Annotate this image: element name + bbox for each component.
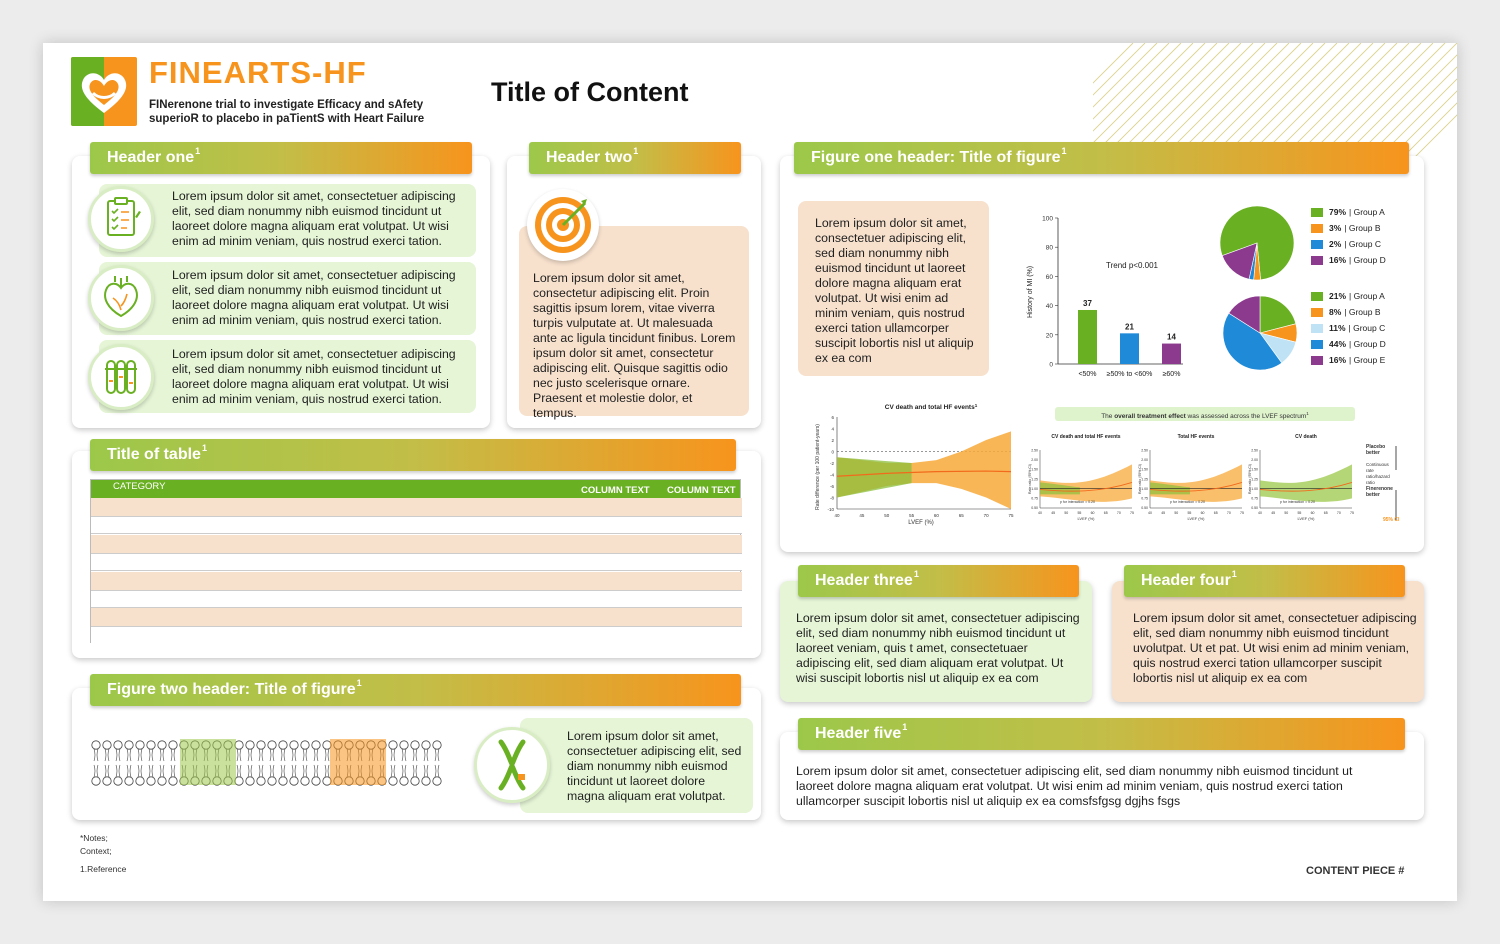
small-panel-xtick-label: 50 — [1174, 511, 1179, 515]
pie-1-legend — [1311, 207, 1411, 277]
curve-ytick-label: 4 — [831, 426, 834, 432]
curve-chart — [811, 399, 1021, 529]
curve-ytick-label: -2 — [829, 461, 834, 466]
table-row — [91, 590, 742, 608]
small-panel-ytick-label: 1.50 — [1031, 467, 1038, 472]
small-panel-xtick-label: 60 — [1090, 511, 1095, 515]
small-panel-xtick-label: 50 — [1284, 511, 1289, 515]
legend-label: | Group B — [1344, 223, 1381, 233]
small-panel-ci-band — [1150, 464, 1242, 501]
curve-xtick-label: 50 — [884, 513, 890, 518]
bar-ytick-label: 0 — [1049, 361, 1053, 369]
small-panel-xtick-label: 45 — [1051, 511, 1056, 515]
table-title-label: Title of table — [107, 446, 201, 463]
legend-label: | Group C — [1344, 239, 1381, 249]
header-one-item-3-icon-wrap — [88, 344, 154, 410]
header-two-sup: 1 — [633, 146, 639, 156]
bar-ytick-label: 100 — [1042, 215, 1053, 223]
header-five-sup: 1 — [902, 722, 908, 732]
small-panel-xtick-label: 40 — [1258, 511, 1262, 515]
bar-category-label: ≥50% to <60% — [1106, 371, 1153, 378]
brand-name-main: FINEARTS — [149, 55, 312, 90]
small-panel-xlabel: LVEF (%) — [1187, 516, 1205, 521]
treatment-effect-banner: The overall treatment effect was assessed across the LVEF spectrum$^1$ — [1055, 407, 1355, 421]
curve-ytick-label: -8 — [829, 495, 834, 501]
brand-subtitle-1: FINerenone trial to investigate Efficacy and sAfety — [149, 99, 424, 111]
small-panel-xlabel: LVEF (%) — [1077, 516, 1095, 521]
content-piece-label: CONTENT PIECE # — [1306, 865, 1405, 877]
small-panel-xtick-label: 40 — [1148, 511, 1152, 515]
legend-value: 16% — [1329, 255, 1347, 265]
curve-ci-band-green — [837, 457, 912, 497]
curve-xtick-label: 60 — [933, 513, 939, 518]
header-one-sup: 1 — [195, 146, 201, 156]
legend-entry — [1311, 339, 1386, 349]
curve-xtick-label: 55 — [909, 513, 915, 518]
clipboard-icon — [91, 189, 151, 249]
small-panel-ytick-label: 2.50 — [1251, 448, 1258, 453]
small-panel-xlabel: LVEF (%) — [1297, 516, 1315, 521]
target-icon — [527, 189, 599, 261]
small-panel-xtick-label: 70 — [1226, 511, 1231, 515]
small-panel-xtick-label: 75 — [1240, 511, 1244, 515]
small-panel-ytick-label: 1.25 — [1251, 477, 1258, 482]
brand-logo — [71, 57, 137, 126]
curve-ytick-label: 0 — [831, 449, 834, 455]
small-panel-ytick-label: 2.00 — [1141, 458, 1148, 463]
small-panel-xtick-label: 70 — [1336, 511, 1341, 515]
header-one-item-3-text: Lorem ipsum dolor sit amet, consectetuer adipiscing elit, sed diam nonummy nibh euismod tincidunt ut laoreet dolore magna aliquam erat volutpat. Ut wisi enim ad minim veniam, quis nostrud exerci tation. — [172, 347, 456, 406]
small-panel-xtick-label: 65 — [1213, 511, 1218, 515]
bar-value-label: 14 — [1167, 332, 1176, 342]
legend-value: 44% — [1329, 339, 1347, 349]
small-panel-xtick-label: 65 — [1323, 511, 1328, 515]
small-panel-xtick-label: 70 — [1116, 511, 1121, 515]
small-panel-xtick-label: 50 — [1064, 511, 1069, 515]
table-col-2: COLUMN TEXT — [581, 485, 650, 496]
header-one-item-2-text: Lorem ipsum dolor sit amet, consectetuer adipiscing elit, sed diam nonummy nibh euismod tincidunt ut laoreet dolore magna aliquam erat volutpat. Ut wisi enim ad minim veniam, quis nostrud exerci tation. — [172, 268, 456, 327]
legend-label: | Group B — [1344, 307, 1381, 317]
header-three-sup: 1 — [913, 569, 919, 579]
legend-swatch — [1311, 340, 1323, 349]
header-one-label: Header one — [107, 149, 195, 166]
chromosome-icon — [477, 730, 547, 800]
legend-swatch — [1311, 240, 1323, 249]
table-row — [91, 498, 742, 516]
small-panels — [1028, 428, 1413, 528]
table-row — [91, 626, 742, 644]
small-panel-ytick-label: 1.50 — [1141, 467, 1148, 472]
table-header-row — [91, 480, 740, 498]
bar-value-label: 21 — [1125, 322, 1134, 332]
table-row — [91, 553, 742, 571]
small-panel-ci-band — [1040, 464, 1132, 501]
small-panel-ytick-label: 1.25 — [1141, 477, 1148, 482]
header-five-text: Lorem ipsum dolor sit amet, consectetuer adipiscing elit, sed diam nonummy nibh euismod tincidunt ut laoreet dolore magna aliquam erat volutpat. Ut wisi enim ad minim veniam, quis nostrud exerci tation ullamcorper suscipit lobortis nisl ut aliquip ex ea comsfsfgsg dgjhs fsgs — [796, 764, 1353, 808]
header-four-text: Lorem ipsum dolor sit amet, consectetuer adipiscing elit, sed diam nonummy nibh euismod tincidunt uvolutpat. Ut et pat. Ut wisi enim ad minim veniam, quis nostrud exerci tation ullamcorper suscipit lobortis nisl ut aliquip ex ea com — [1133, 611, 1417, 685]
legend-swatch — [1311, 208, 1323, 217]
bar-category-label: ≥60% — [1162, 371, 1181, 378]
target-icon-wrap — [527, 189, 599, 261]
poster-page — [43, 43, 1457, 901]
header-one-item-1-icon-wrap — [88, 186, 154, 252]
legend-entry — [1311, 255, 1386, 265]
small-panel-ytick-label: 1.50 — [1251, 467, 1258, 472]
small-panel-ytick-label: 2.50 — [1141, 448, 1148, 453]
side-continuous: Continuous rate ratio/hazard ratio — [1366, 462, 1390, 485]
header-two-label: Header two — [546, 149, 633, 166]
figure-one-sup: 1 — [1061, 146, 1067, 156]
header-one-item-1-text: Lorem ipsum dolor sit amet, consectetuer adipiscing elit, sed diam nonummy nibh euismod tincidunt ut laoreet dolore magna aliquam erat volutpat. Ut wisi enim ad minim veniam, quis nostrud exerci tation. — [172, 189, 456, 248]
figure-two-text: Lorem ipsum dolor sit amet, consectetuer adipiscing elit, sed diam nonummy nibh euismod tincidunt ut laoreet dolore magna aliquam erat volutpat. — [567, 729, 742, 803]
pie-chart-2 — [1220, 293, 1300, 373]
header-two-title — [529, 142, 741, 174]
curve-xtick-label: 45 — [859, 513, 865, 518]
small-panel-ytick-label: 2.00 — [1031, 458, 1038, 463]
header-three-label: Header three — [815, 572, 913, 589]
legend-value: 8% — [1329, 307, 1342, 317]
side-finerenone-better: Finerenone better — [1366, 486, 1393, 498]
legend-entry — [1311, 323, 1385, 333]
small-panel-ylabel: Rate ratio (95% CI) — [1028, 464, 1032, 494]
curve-ytick-label: 2 — [831, 438, 834, 443]
brand-subtitle-2: superioR to placebo in paTientS with Heart Failure — [149, 113, 425, 125]
header-four-label: Header four — [1141, 572, 1231, 589]
legend-value: 2% — [1329, 239, 1342, 249]
table-col-category: CATEGORY — [113, 481, 166, 492]
small-panel-ytick-label: 0.75 — [1141, 496, 1148, 501]
test-tubes-icon — [91, 347, 151, 407]
small-panel-ytick-label: 2.00 — [1251, 458, 1258, 463]
header-four-sup: 1 — [1231, 569, 1237, 579]
legend-value: 3% — [1329, 223, 1342, 233]
legend-swatch — [1311, 324, 1323, 333]
small-panel-xtick-label: 40 — [1038, 511, 1042, 515]
table-title — [90, 439, 736, 471]
bar — [1078, 310, 1097, 364]
bar-chart-ylabel: History of MI (%) — [1027, 265, 1034, 318]
legend-entry — [1311, 223, 1381, 233]
bar — [1162, 344, 1181, 364]
chromosome-icon-wrap — [474, 727, 550, 803]
header-three-text: Lorem ipsum dolor sit amet, consectetuer adipiscing elit, sed diam nonummy nibh euismod tincidunt ut laoreet veniam, quis t amet, consectetuaer adipiscing elit, sed diam aliquam erat volutpat. Ut wisi suscipit lobortis nisl ut aliquip ex ea com — [796, 611, 1080, 685]
small-panel-ytick-label: 1.00 — [1251, 486, 1258, 491]
figure-two-sup: 1 — [356, 678, 362, 688]
legend-swatch — [1311, 292, 1323, 301]
brand-name-suffix: -HF — [312, 55, 367, 90]
bar-ytick-label: 80 — [1045, 244, 1053, 252]
small-panel-ytick-label: 0.75 — [1251, 496, 1258, 501]
legend-label: | Group E — [1349, 355, 1386, 365]
small-panel-xtick-label: 55 — [1187, 511, 1192, 515]
table-row — [91, 608, 742, 626]
bar-ytick-label: 60 — [1045, 273, 1053, 281]
curve-chart-xlabel: LVEF (%) — [908, 520, 934, 526]
small-panel-xtick-label: 55 — [1297, 511, 1302, 515]
legend-value: 16% — [1329, 355, 1347, 365]
bar-category-label: <50% — [1078, 371, 1097, 378]
legend-swatch — [1311, 308, 1323, 317]
pie-chart-1 — [1217, 203, 1297, 283]
bar-value-label: 37 — [1083, 298, 1092, 308]
small-panel-xtick-label: 55 — [1077, 511, 1082, 515]
small-panel-ytick-label: 1.00 — [1031, 486, 1038, 491]
figure-two-title — [90, 674, 741, 706]
curve-ytick-label: -4 — [829, 472, 834, 478]
bar-chart — [1018, 208, 1188, 383]
small-panel-p-interaction: p for interaction = 0.20 — [1060, 500, 1095, 504]
curve-ytick-label: -10 — [827, 507, 834, 512]
legend-value: 11% — [1329, 323, 1346, 333]
legend-swatch — [1311, 356, 1323, 365]
small-panel-ytick-label: 0.75 — [1031, 496, 1038, 501]
footer-context: Context; — [80, 846, 112, 856]
small-panel-ylabel: Rate ratio (95% CI) — [1248, 464, 1252, 494]
table-col-3: COLUMN TEXT — [667, 485, 736, 496]
legend-entry — [1311, 207, 1385, 217]
legend-label: | Group D — [1349, 339, 1386, 349]
small-panel-xtick-label: 65 — [1103, 511, 1108, 515]
table-title-sup: 1 — [201, 443, 207, 453]
figure-one-title — [794, 142, 1409, 174]
legend-entry — [1311, 307, 1381, 317]
side-ci: 95% CI — [1383, 517, 1400, 523]
header-two-text: Lorem ipsum dolor sit amet, consectetur adipiscing elit. Proin sagittis ipsum lorem, vitae viverra turpis vulputate at. Ut malesuada ante ac ligula tincidunt finibus. Lorem ipsum dolor sit amet, consectetur adipiscing elit. Quisque sagittis odio nec justo scelerisque ornare. Praesent et molestie dolor, et tempus. — [533, 271, 736, 420]
header-one-title — [90, 142, 472, 174]
small-panel-xtick-label: 60 — [1310, 511, 1315, 515]
curve-ytick-label: 6 — [831, 415, 834, 420]
small-panel-ytick-label: 0.50 — [1141, 506, 1148, 511]
figure-two-label: Figure two header: Title of figure — [107, 681, 356, 698]
small-panel-ytick-label: 0.50 — [1251, 506, 1258, 511]
curve-xtick-label: 75 — [1008, 513, 1014, 518]
footer-notes: *Notes; — [80, 833, 108, 843]
figure-one-text: Lorem ipsum dolor sit amet, consectetuer adipiscing elit, sed diam nonummy nibh euismod tincidunt ut laoreet dolore magna aliquam erat volutpat. Ut wisi enim ad minim veniam, quis nostrud exerci tation ullamcorper suscipit lobortis nisl ut aliquip ex ea com — [815, 216, 974, 365]
legend-swatch — [1311, 224, 1323, 233]
header-one-item-2-icon-wrap — [88, 265, 154, 331]
page-title: Title of Content — [491, 77, 689, 107]
legend-label: | Group D — [1349, 255, 1386, 265]
table-row — [91, 572, 742, 590]
curve-ytick-label: -6 — [829, 484, 834, 489]
small-panel-ylabel: Rate ratio (95% CI) — [1138, 464, 1142, 494]
curve-xtick-label: 40 — [834, 513, 840, 518]
legend-entry — [1311, 291, 1385, 301]
bar-ytick-label: 20 — [1045, 332, 1053, 340]
small-panel-title: CV death — [1295, 434, 1317, 440]
curve-xtick-label: 70 — [983, 513, 989, 518]
footer-reference: 1.Reference — [80, 864, 127, 874]
header-five-title — [798, 718, 1405, 750]
brand-name — [149, 55, 367, 91]
header-four-title — [1124, 565, 1405, 597]
small-panel-p-interaction: p for interaction = 0.20 — [1280, 500, 1315, 504]
small-panel-ytick-label: 1.00 — [1141, 486, 1148, 491]
header-three-title — [798, 565, 1079, 597]
data-table — [90, 479, 741, 643]
bar-chart-trend: Trend p<0.001 — [1106, 261, 1158, 270]
small-panel-xtick-label: 45 — [1271, 511, 1276, 515]
bar — [1120, 333, 1139, 364]
small-panel-ytick-label: 1.25 — [1031, 477, 1038, 482]
legend-label: | Group A — [1349, 207, 1385, 217]
header-five-label: Header five — [815, 725, 902, 742]
small-panel-xtick-label: 75 — [1130, 511, 1134, 515]
curve-xtick-label: 65 — [958, 513, 964, 518]
legend-entry — [1311, 355, 1385, 365]
heart-anatomy-icon — [91, 268, 151, 328]
small-panel-ytick-label: 2.50 — [1031, 448, 1038, 453]
pie-2-legend — [1311, 291, 1411, 371]
side-placebo-better: Placebo better — [1366, 444, 1386, 456]
small-panel-ci-band — [1260, 464, 1352, 501]
small-panel-xtick-label: 75 — [1350, 511, 1354, 515]
curve-chart-ylabel: Rate difference (per 100 patient-years) — [815, 424, 821, 510]
small-panel-xtick-label: 45 — [1161, 511, 1166, 515]
legend-value: 21% — [1329, 291, 1347, 301]
table-row — [91, 516, 742, 534]
legend-label: | Group A — [1349, 291, 1385, 301]
small-panel-xtick-label: 60 — [1200, 511, 1205, 515]
table-row — [91, 535, 742, 553]
legend-value: 79% — [1329, 207, 1347, 217]
bar-ytick-label: 40 — [1045, 303, 1053, 311]
heart-logo-icon — [77, 67, 131, 117]
small-panel-title: Total HF events — [1177, 434, 1215, 440]
small-panel-p-interaction: p for interaction = 0.20 — [1170, 500, 1205, 504]
small-panel-ytick-label: 0.50 — [1031, 506, 1038, 511]
small-panel-title: CV death and total HF events — [1051, 434, 1121, 440]
curve-chart-title: CV death and total HF events$^1$ — [884, 403, 978, 411]
legend-swatch — [1311, 256, 1323, 265]
legend-entry — [1311, 239, 1381, 249]
figure-one-label: Figure one header: Title of figure — [811, 149, 1061, 166]
legend-label: | Group C — [1348, 323, 1386, 333]
membrane-illustration — [90, 737, 450, 789]
